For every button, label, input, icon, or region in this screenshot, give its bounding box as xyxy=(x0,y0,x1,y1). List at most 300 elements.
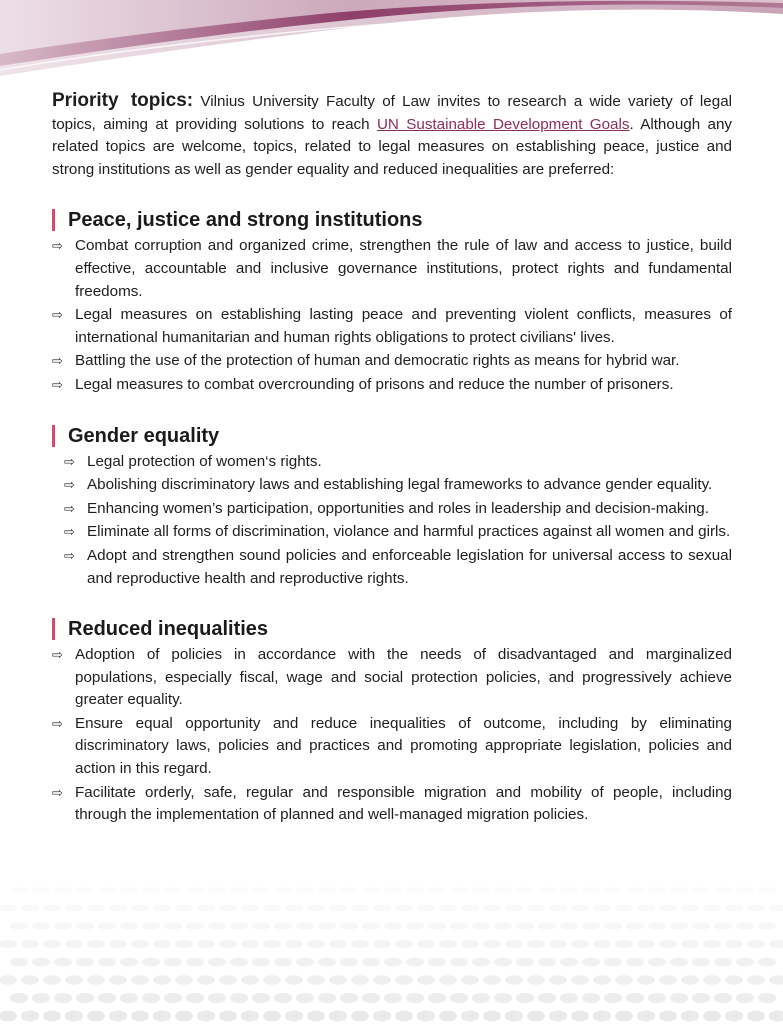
list-item xyxy=(52,498,732,521)
list-item-text: Facilitate orderly, safe, regular and responsible migration and mobility of people, including through the implementation of planned and well-managed migration policies. xyxy=(75,783,732,824)
footer-dot xyxy=(87,905,105,912)
footer-dot xyxy=(384,958,402,967)
footer-dot xyxy=(230,887,248,893)
footer-dot xyxy=(516,922,534,930)
topic-list xyxy=(52,644,732,827)
footer-dot xyxy=(659,905,677,912)
footer-dot xyxy=(186,887,204,893)
footer-dot xyxy=(120,922,138,930)
footer-dot xyxy=(54,922,72,930)
footer-dot xyxy=(417,975,435,985)
footer-dot xyxy=(329,975,347,985)
footer-dot xyxy=(549,975,567,985)
footer-dot xyxy=(362,887,380,893)
topic-list xyxy=(52,235,732,396)
footer-dot xyxy=(329,905,347,912)
footer-dot xyxy=(747,940,765,948)
footer-dot xyxy=(494,922,512,930)
double-arrow-icon: ⇨ xyxy=(64,453,75,469)
footer-dot xyxy=(329,1011,347,1022)
footer-dot xyxy=(175,905,193,912)
footer-dot xyxy=(505,940,523,948)
footer-dot xyxy=(582,958,600,967)
intro-text: Vilnius University Faculty of Law invites to research a wide variety of legal topics, aiming at providing solutions to reach xyxy=(52,93,733,133)
footer-dot xyxy=(230,922,248,930)
footer-dot xyxy=(197,975,215,985)
footer-dot xyxy=(560,958,578,967)
footer-dot xyxy=(351,905,369,912)
section-title-text: Reduced inequalities xyxy=(68,618,269,641)
footer-dot xyxy=(549,905,567,912)
footer-dot xyxy=(153,975,171,985)
double-arrow-icon: ⇨ xyxy=(52,238,63,254)
double-arrow-icon: ⇨ xyxy=(52,307,63,323)
footer-dot xyxy=(560,887,578,893)
list-item xyxy=(52,304,732,349)
footer-dot xyxy=(472,922,490,930)
footer-dot xyxy=(703,940,721,948)
footer-dot xyxy=(0,975,17,985)
footer-dot xyxy=(670,922,688,930)
footer-dot xyxy=(131,975,149,985)
footer-dot xyxy=(241,975,259,985)
footer-dot xyxy=(736,958,754,967)
list-item-text: Combat corruption and organized crime, strengthen the rule of law and access to justice, build effective, accountable and inclusive governance institutions, protect rights and fundamental freedoms. xyxy=(75,237,732,300)
footer-dot xyxy=(527,1011,545,1022)
footer-dot xyxy=(560,922,578,930)
footer-dot xyxy=(615,905,633,912)
footer-dot xyxy=(219,905,237,912)
footer-dot xyxy=(692,922,710,930)
double-arrow-icon: ⇨ xyxy=(52,353,63,369)
footer-dot xyxy=(208,922,226,930)
footer-dot xyxy=(483,975,501,985)
footer-dot xyxy=(175,1011,193,1022)
footer-dot xyxy=(120,958,138,967)
footer-dot xyxy=(505,905,523,912)
footer-dot xyxy=(87,940,105,948)
footer-dot xyxy=(417,940,435,948)
footer-dot xyxy=(274,922,292,930)
footer-dot xyxy=(98,993,116,1003)
footer-dot xyxy=(560,993,578,1003)
footer-dot xyxy=(241,905,259,912)
footer-dot xyxy=(274,993,292,1003)
footer-dot xyxy=(736,922,754,930)
list-item-text: Ensure equal opportunity and reduce inequalities of outcome, including by eliminating discriminatory laws, policies and practices and promoting appropriate legislation, policies and action in this regard. xyxy=(75,714,732,778)
footer-dot xyxy=(109,975,127,985)
footer-dot xyxy=(32,993,50,1003)
double-arrow-icon: ⇨ xyxy=(64,500,75,516)
footer-dot xyxy=(703,975,721,985)
list-item xyxy=(52,713,732,781)
footer-dot xyxy=(450,993,468,1003)
footer-dot xyxy=(714,922,732,930)
list-item xyxy=(52,474,732,497)
footer-dot xyxy=(538,958,556,967)
intro-text-continued: . Although any related topics are welcome, topics, related to legal measures on establishing peace, justice and strong institutions as well as gender equality and reduced inequalities are preferred: xyxy=(52,115,732,178)
sdg-link[interactable]: UN Sustainable Development Goals xyxy=(376,115,630,133)
section-title-text: Gender equality xyxy=(68,424,220,447)
footer-dot xyxy=(373,1011,391,1022)
footer-dot xyxy=(197,940,215,948)
footer-dot xyxy=(307,940,325,948)
footer-dot xyxy=(450,887,468,893)
footer-dot xyxy=(21,1011,39,1022)
footer-dot xyxy=(681,940,699,948)
footer-dot xyxy=(648,993,666,1003)
footer-dot xyxy=(736,993,754,1003)
footer-dot xyxy=(582,887,600,893)
footer-dot xyxy=(417,1011,435,1022)
footer-dot xyxy=(472,887,490,893)
footer-dot xyxy=(516,993,534,1003)
footer-dot xyxy=(725,975,743,985)
footer-dot xyxy=(98,958,116,967)
footer-dot xyxy=(10,993,28,1003)
footer-dot xyxy=(153,905,171,912)
footer-dot xyxy=(230,993,248,1003)
footer-dot xyxy=(450,958,468,967)
footer-dot xyxy=(87,975,105,985)
footer-dot xyxy=(406,922,424,930)
footer-dot xyxy=(406,958,424,967)
footer-dot xyxy=(76,887,94,893)
footer-dot xyxy=(538,993,556,1003)
footer-dot xyxy=(472,958,490,967)
footer-dot xyxy=(505,975,523,985)
footer-dot xyxy=(538,922,556,930)
footer-dot xyxy=(131,1011,149,1022)
footer-dot xyxy=(164,887,182,893)
footer-dot xyxy=(395,940,413,948)
footer-dot xyxy=(626,922,644,930)
footer-dot xyxy=(384,922,402,930)
footer-dot xyxy=(604,887,622,893)
footer-dot xyxy=(285,1011,303,1022)
footer-dot xyxy=(527,905,545,912)
footer-dot xyxy=(747,905,765,912)
footer-dot xyxy=(252,887,270,893)
footer-dot xyxy=(263,975,281,985)
footer-dot xyxy=(98,887,116,893)
footer-dot xyxy=(98,922,116,930)
footer-dot xyxy=(32,958,50,967)
footer-dot xyxy=(120,887,138,893)
footer-dot xyxy=(197,1011,215,1022)
list-item xyxy=(52,451,732,474)
footer-dot xyxy=(307,975,325,985)
footer-dot xyxy=(0,905,17,912)
list-item xyxy=(52,521,732,544)
footer-dot xyxy=(373,905,391,912)
footer-dot xyxy=(670,993,688,1003)
footer-dot xyxy=(109,940,127,948)
footer-dot xyxy=(637,1011,655,1022)
footer-dot xyxy=(43,975,61,985)
footer-dot xyxy=(439,1011,457,1022)
footer-dot xyxy=(65,975,83,985)
footer-dot xyxy=(516,958,534,967)
footer-dot xyxy=(593,905,611,912)
footer-dot xyxy=(769,1011,783,1022)
footer-dot xyxy=(373,940,391,948)
footer-dot xyxy=(626,993,644,1003)
footer-dot xyxy=(0,940,17,948)
footer-dot xyxy=(714,887,732,893)
double-arrow-icon: ⇨ xyxy=(64,547,75,563)
footer-dot xyxy=(604,993,622,1003)
footer-dot xyxy=(142,958,160,967)
footer-dot xyxy=(296,993,314,1003)
footer-dot xyxy=(758,887,776,893)
double-arrow-icon: ⇨ xyxy=(64,524,75,540)
footer-dot xyxy=(692,993,710,1003)
footer-dot xyxy=(21,975,39,985)
header-wave-decoration xyxy=(0,0,783,80)
footer-dot xyxy=(164,922,182,930)
footer-dot xyxy=(758,922,776,930)
double-arrow-icon: ⇨ xyxy=(52,715,63,731)
section-title xyxy=(52,207,732,233)
footer-dot xyxy=(472,993,490,1003)
list-item-text: Adoption of policies in accordance with the needs of disadvantaged and marginalized populations, especially fiscal, wage and social protection policies, and progressively achieve greater equality. xyxy=(75,646,732,709)
footer-dot xyxy=(384,993,402,1003)
footer-dot xyxy=(142,922,160,930)
footer-dot xyxy=(197,905,215,912)
footer-dot xyxy=(263,1011,281,1022)
footer-dot xyxy=(307,1011,325,1022)
footer-dot xyxy=(362,922,380,930)
double-arrow-icon: ⇨ xyxy=(52,647,63,663)
footer-dot xyxy=(263,940,281,948)
footer-dot xyxy=(406,887,424,893)
footer-dot xyxy=(395,1011,413,1022)
footer-dot-pattern xyxy=(0,874,783,1024)
footer-dot xyxy=(230,958,248,967)
footer-dot xyxy=(164,958,182,967)
footer-dot xyxy=(747,1011,765,1022)
footer-dot xyxy=(351,940,369,948)
footer-dot xyxy=(494,887,512,893)
footer-dot xyxy=(483,1011,501,1022)
footer-dot xyxy=(21,940,39,948)
footer-dot xyxy=(252,958,270,967)
footer-dot xyxy=(439,905,457,912)
footer-dot xyxy=(351,1011,369,1022)
footer-dot xyxy=(274,887,292,893)
section-reduced-inequalities xyxy=(52,616,732,827)
footer-dot xyxy=(582,922,600,930)
footer-dot xyxy=(329,940,347,948)
footer-dot xyxy=(175,940,193,948)
footer-dot xyxy=(428,958,446,967)
footer-dot xyxy=(593,975,611,985)
list-item xyxy=(52,374,732,397)
footer-dot xyxy=(461,1011,479,1022)
footer-dot xyxy=(153,940,171,948)
footer-dot xyxy=(681,905,699,912)
footer-dot xyxy=(406,993,424,1003)
footer-dot xyxy=(505,1011,523,1022)
footer-dot xyxy=(21,905,39,912)
footer-dot xyxy=(494,958,512,967)
footer-dot xyxy=(758,993,776,1003)
footer-dot xyxy=(54,958,72,967)
footer-dot xyxy=(219,975,237,985)
footer-dot xyxy=(714,993,732,1003)
footer-dot xyxy=(648,887,666,893)
footer-dot xyxy=(439,975,457,985)
list-item xyxy=(52,782,732,827)
footer-dot xyxy=(219,940,237,948)
footer-dot xyxy=(362,993,380,1003)
section-title-text: Peace, justice and strong institutions xyxy=(68,209,423,232)
footer-dot xyxy=(736,887,754,893)
footer-dot xyxy=(692,887,710,893)
footer-dot xyxy=(274,958,292,967)
footer-dot xyxy=(131,905,149,912)
list-item-text: Battling the use of the protection of human and democratic rights as means for hybrid war. xyxy=(75,352,680,370)
footer-dot xyxy=(626,958,644,967)
footer-dot xyxy=(769,975,783,985)
footer-dot xyxy=(296,922,314,930)
footer-dot xyxy=(648,922,666,930)
section-title xyxy=(52,423,732,449)
footer-dot xyxy=(318,993,336,1003)
footer-dot xyxy=(637,975,655,985)
list-item-text: Legal measures to combat overcrounding of prisons and reduce the number of prisoners. xyxy=(75,375,674,393)
footer-dot xyxy=(76,993,94,1003)
footer-dot xyxy=(769,940,783,948)
list-item-text: Legal protection of women‘s rights. xyxy=(87,452,322,470)
footer-dot xyxy=(43,905,61,912)
footer-dot xyxy=(494,993,512,1003)
footer-dot xyxy=(747,975,765,985)
footer-dot xyxy=(681,1011,699,1022)
footer-dot xyxy=(384,887,402,893)
footer-dot xyxy=(769,905,783,912)
footer-dot xyxy=(10,958,28,967)
list-item-text: Legal measures on establishing lasting peace and preventing violent conflicts, measures of international humanitarian and human rights obligations to protect civilians' lives. xyxy=(75,306,732,346)
footer-dot xyxy=(714,958,732,967)
footer-dot xyxy=(142,887,160,893)
footer-dot xyxy=(571,1011,589,1022)
footer-dot xyxy=(186,993,204,1003)
footer-dot xyxy=(362,958,380,967)
footer-dot xyxy=(703,905,721,912)
footer-dot xyxy=(109,1011,127,1022)
footer-dot xyxy=(109,905,127,912)
footer-dot xyxy=(758,958,776,967)
footer-dot xyxy=(395,975,413,985)
list-item-text: Abolishing discriminatory laws and establishing legal frameworks to advance gender equality. xyxy=(87,476,713,494)
footer-dot xyxy=(87,1011,105,1022)
section-accent-bar xyxy=(52,209,55,231)
footer-dot xyxy=(373,975,391,985)
footer-dot xyxy=(131,940,149,948)
footer-dot xyxy=(582,993,600,1003)
footer-dot xyxy=(43,940,61,948)
footer-dot xyxy=(483,905,501,912)
footer-dot xyxy=(417,905,435,912)
footer-dot xyxy=(65,905,83,912)
footer-dot xyxy=(681,975,699,985)
footer-dot xyxy=(626,887,644,893)
footer-dot xyxy=(703,1011,721,1022)
footer-dot xyxy=(153,1011,171,1022)
footer-dot xyxy=(648,958,666,967)
list-item-text: Adopt and strengthen sound policies and enforceable legislation for universal access to sexual and reproductive health and reproductive rights. xyxy=(87,546,732,587)
footer-dot xyxy=(175,975,193,985)
footer-dot xyxy=(461,940,479,948)
footer-dot xyxy=(252,922,270,930)
footer-dot xyxy=(659,1011,677,1022)
footer-dot xyxy=(395,905,413,912)
footer-dot xyxy=(76,958,94,967)
footer-dot xyxy=(637,940,655,948)
footer-dot xyxy=(527,940,545,948)
footer-dot xyxy=(538,887,556,893)
footer-dot xyxy=(615,975,633,985)
footer-dot xyxy=(615,940,633,948)
footer-dot xyxy=(527,975,545,985)
footer-dot xyxy=(263,905,281,912)
double-arrow-icon: ⇨ xyxy=(52,784,63,800)
footer-dot xyxy=(725,940,743,948)
footer-dot xyxy=(252,993,270,1003)
footer-dot xyxy=(10,887,28,893)
list-item-text: Enhancing women’s participation, opportunities and roles in leadership and decision-making. xyxy=(87,499,709,517)
footer-dot xyxy=(10,922,28,930)
footer-dot xyxy=(340,887,358,893)
footer-dot xyxy=(65,940,83,948)
intro-paragraph xyxy=(52,90,732,181)
section-accent-bar xyxy=(52,425,55,447)
footer-dot xyxy=(549,1011,567,1022)
footer-dot xyxy=(285,975,303,985)
footer-dot xyxy=(571,975,589,985)
footer-dot xyxy=(659,975,677,985)
footer-dot xyxy=(428,887,446,893)
footer-dot xyxy=(593,940,611,948)
section-peace-justice xyxy=(52,207,732,396)
footer-dot xyxy=(285,905,303,912)
footer-dot xyxy=(439,940,457,948)
footer-dot xyxy=(571,940,589,948)
footer-dot xyxy=(296,887,314,893)
footer-dot xyxy=(32,922,50,930)
double-arrow-icon: ⇨ xyxy=(52,376,63,392)
footer-dot xyxy=(615,1011,633,1022)
list-item-text: Eliminate all forms of discrimination, violance and harmful practices against all women and girls. xyxy=(87,523,731,541)
footer-dot xyxy=(659,940,677,948)
list-item xyxy=(52,545,732,590)
footer-dot xyxy=(307,905,325,912)
footer-dot xyxy=(604,922,622,930)
footer-dot xyxy=(692,958,710,967)
footer-dot xyxy=(32,887,50,893)
footer-dot xyxy=(142,993,160,1003)
footer-dot xyxy=(296,958,314,967)
footer-dot xyxy=(208,887,226,893)
footer-dot xyxy=(571,905,589,912)
footer-dot xyxy=(318,922,336,930)
footer-dot xyxy=(549,940,567,948)
double-arrow-icon: ⇨ xyxy=(64,477,75,493)
footer-dot xyxy=(54,887,72,893)
footer-dot xyxy=(351,975,369,985)
